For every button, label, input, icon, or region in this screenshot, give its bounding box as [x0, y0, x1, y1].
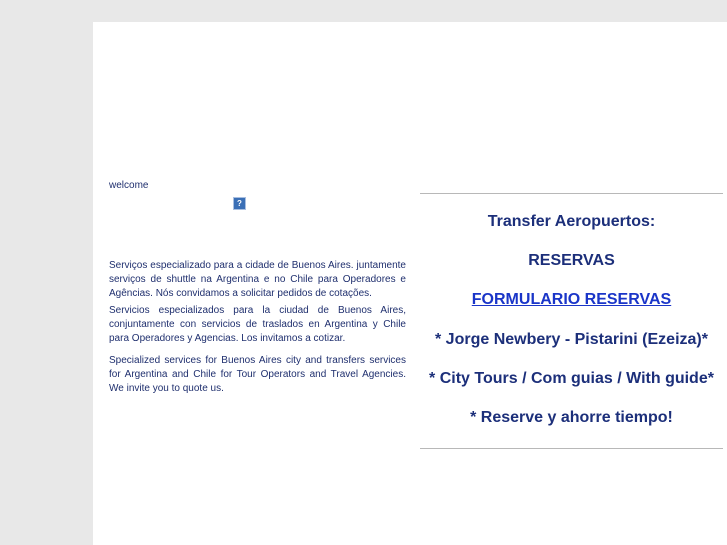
intro-column: [109, 179, 406, 394]
divider-top: [420, 193, 723, 194]
city-tours-text: * City Tours / Com guias / With guide*: [429, 370, 714, 387]
save-time-text: * Reserve y ahorre tiempo!: [470, 409, 673, 426]
broken-image-icon: ?: [233, 197, 246, 210]
welcome-text: welcome: [109, 180, 149, 191]
airports-text: * Jorge Newbery - Pistarini (Ezeiza)*: [435, 331, 708, 348]
reservation-form-link[interactable]: FORMULARIO RESERVAS: [471, 291, 672, 308]
paragraph-spanish: Servicios especializados para la ciudad de Buenos Aires, conjuntamente con servicios de traslados en Argentina y Chile para Operadores y Agencias. Los invitamos a cotizar.: [109, 305, 406, 344]
reservas-heading: RESERVAS: [528, 252, 615, 269]
page-container: [93, 22, 727, 545]
paragraph-english: Specialized services for Buenos Aires city and transfers services for Argentina and Chile for Tour Operators and Travel Agencies. We invite you to quote us.: [109, 355, 406, 394]
paragraph-portuguese: Serviços especializado para a cidade de Buenos Aires. juntamente serviços de shuttle na Argentina e no Chile para Operadores e Agências. Nós convidamos a solicitar pedidos de cotações.: [109, 260, 406, 299]
reservation-form-item: [420, 291, 723, 309]
divider-bottom: [420, 448, 723, 449]
transfer-title: Transfer Aeropuertos:: [487, 213, 656, 230]
